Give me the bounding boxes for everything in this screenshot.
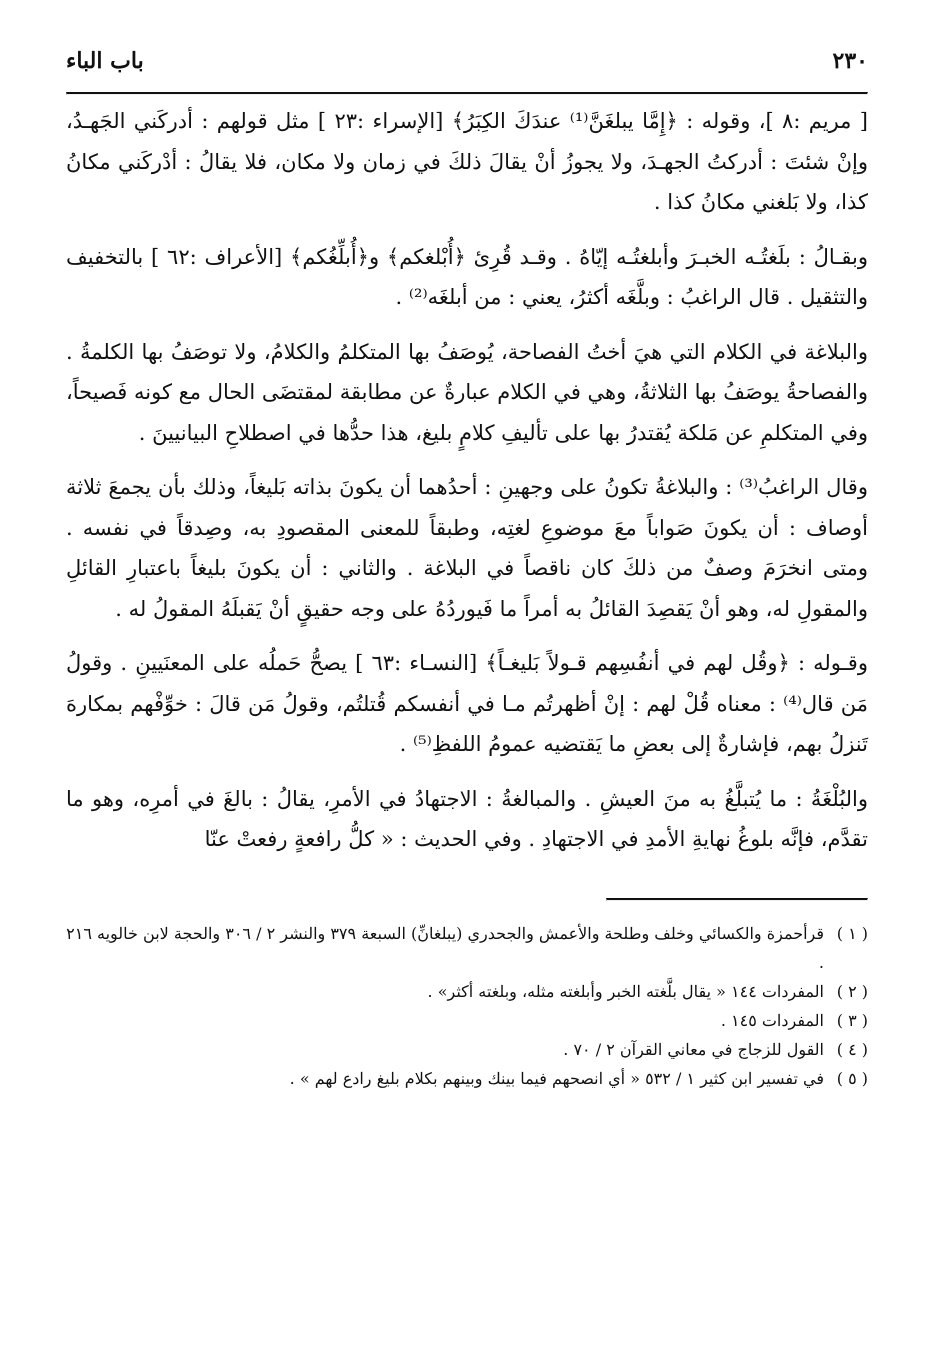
footnote	[66, 1035, 868, 1064]
footnote-text: القول للزجاج في معاني القرآن ٢ / ٧٠ .	[563, 1039, 824, 1059]
chapter-title: باب الباء	[66, 48, 144, 74]
page-header	[66, 48, 868, 92]
footnote	[66, 977, 868, 1006]
paragraph: والبلاغة في الكلام التي هيَ أختُ الفصاحة، يُوصَفُ بها المتكلمُ والكلامُ، ولا توصَفُ بها الكلمةُ . والفصاحةُ يوصَفُ بها الثلاثةُ، وهي في الكلام عبارةٌ عن مطابقة لمقتضَى الحال مع كونه فَصيحاً، وفي المتكلمِ عن مَلكة يُقتدرُ بها على تأليفِ كلامٍ بليغ، هذا حدُّها في اصطلاحِ البيانيينَ .	[66, 339, 868, 445]
footnote-text: في تفسير ابن كثير ١ / ٥٣٢ « أي انصحهم فيما بينك وبينهم بكلام بليغ رادع لهم » .	[289, 1068, 824, 1088]
page-number: ٢٣٠	[832, 48, 868, 74]
footnote-number: ( ٣ )	[836, 1010, 868, 1030]
footnote	[66, 919, 868, 977]
paragraph: وبقـالُ : بلَغتُـه الخبـرَ وأبلغتُـه إيّاهُ . وقـد قُرِئ ﴿أُبْلغكم﴾ و﴿أُبلِّغُكم﴾ [الأعراف :٦٢ ] بالتخفيف والتثقيل . قال الراغبُ : وبلَّغَه أكثرُ، يعني : من أبلغَه⁽²⁾ .	[66, 244, 868, 309]
paragraph: [ مريم :٨ ]، وقوله : ﴿إِمَّا يبلغَنَّ⁽¹⁾ عندَكَ الكِبَرُ﴾ [الإسراء :٢٣ ] مثل قولهم : أدركَني الجَهـدُ، وإنْ شئتَ : أدركتُ الجهـدَ، ولا يجوزُ أنْ يقالَ ذلكَ في زمان ولا مكان، فلا يقالُ : أدْركَني مكانُ كذا، ولا بَلغني مكانُ كذا .	[66, 109, 869, 214]
main-text	[66, 101, 868, 860]
header-rule	[66, 92, 868, 95]
footnote-number: ( ١ )	[836, 923, 868, 943]
footnote	[66, 1006, 868, 1035]
footnote-rule	[606, 898, 868, 901]
paragraph: والبُلْغَةُ : ما يُتبلَّغُ به منَ العيشِ . والمبالغةُ : الاجتهادُ في الأمرِ، يقالُ : بالغَ في أمرِه، وهو ما تقدَّم، فإنَّه بلوغُ نهايةِ الأمدِ في الاجتهادِ . وفي الحديث : « كلُّ رافعةٍ رفعتْ عنّا	[66, 786, 868, 851]
footnote-text: المفردات ١٤٥ .	[720, 1010, 824, 1030]
book-page	[66, 48, 868, 1314]
footnote-text: قرأحمزة والكسائي وخلف وطلحة والأعمش والجحدري (يبلغانِّ) السبعة ٣٧٩ والنشر ٢ / ٣٠٦ والحجة لابن خالويه ٢١٦ .	[66, 923, 824, 972]
footnote-text: المفردات ١٤٤ « يقال بلَّغته الخبر وأبلغته مثله، وبلغته أكثر» .	[427, 981, 824, 1001]
footnote-number: ( ٢ )	[836, 981, 868, 1001]
footnote	[66, 1064, 868, 1093]
footnotes	[66, 919, 868, 1093]
footnote-number: ( ٤ )	[836, 1039, 868, 1059]
paragraph: وقـوله : ﴿وقُل لهم في أنفُسِهم قـولاً بَليغـاً﴾ [النسـاء :٦٣ ] يصحُّ حَملُه على المعنَيينِ . وقولُ مَن قال⁽⁴⁾ : معناه قُلْ لهم : إنْ أظهرتُم مـا في أنفسكم قُتلتُم، وقولُ مَن قالَ : خوِّفْهم بمكارهَ تَنزلُ بهم، فإشارةٌ إلى بعضِ ما يَقتضيه عمومُ اللفظِ⁽⁵⁾ .	[66, 651, 868, 756]
footnote-number: ( ٥ )	[836, 1068, 868, 1088]
paragraph: وقال الراغبُ⁽³⁾ : والبلاغةُ تكونُ على وجهينِ : أحدُهما أن يكونَ بذاته بَليغاً، وذلك بأن يجمعَ ثلاثة أوصاف : أن يكونَ صَواباً معَ موضوعِ لغتِه، وطبقاً للمعنى المقصودِ به، وصِدقاً في نفسه . ومتى انخرَمَ وصفٌ من ذلكَ كان ناقصاً في البلاغة . والثاني : أن يكونَ بليغاً باعتبارِ القائلِ والمقولِ له، وهو أنْ يَقصِدَ القائلُ به أمراً ما فَيوردُهُ على وجه حقيقٍ أنْ يَقبلَهُ المقولُ له .	[66, 475, 868, 621]
